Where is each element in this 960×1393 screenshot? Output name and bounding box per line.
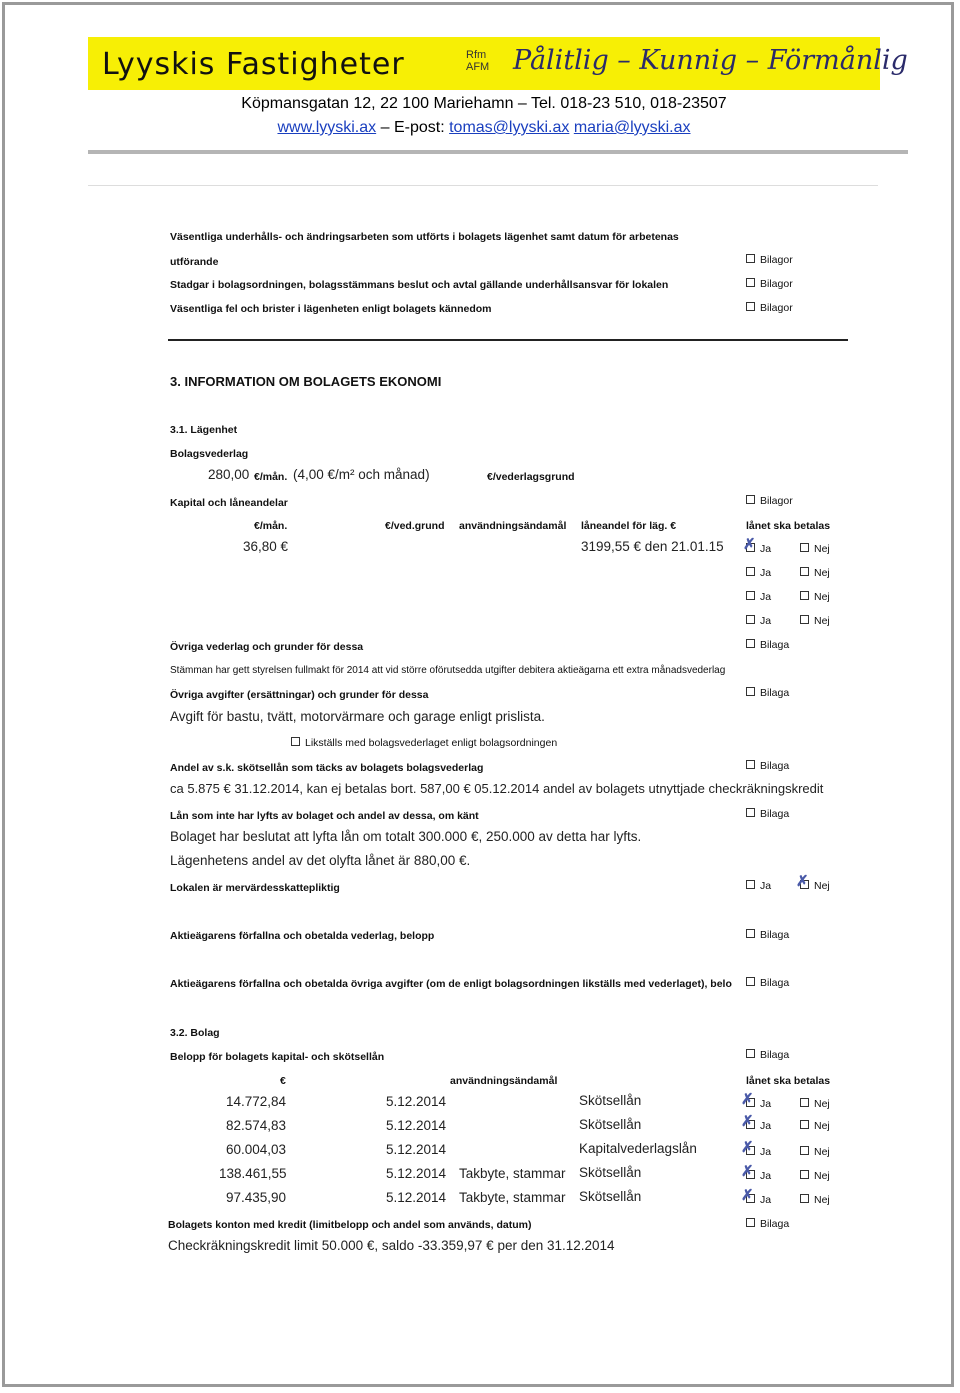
x-check-mark: ✗ [796, 873, 809, 890]
loan-date: 5.12.2014 [386, 1190, 447, 1205]
loan-nej-checkbox[interactable]: Nej [800, 1170, 830, 1182]
loan-nej-checkbox[interactable]: Nej [800, 1146, 830, 1158]
loan-amount: 82.574,83 [226, 1118, 287, 1133]
belopp-label: Belopp för bolagets kapital- och skötsellån [170, 1051, 385, 1063]
col-per-month: €/mån. [254, 520, 288, 532]
email-link-1[interactable]: tomas@lyyski.ax [449, 119, 570, 136]
bilagor-checkbox-2[interactable]: Bilagor [746, 278, 793, 290]
slogan: Pålitlig – Kunnig – Förmånlig [513, 45, 908, 76]
col-loan-share: låneandel för läg. € [581, 520, 677, 532]
bilagor-checkbox-1[interactable]: Bilagor [746, 254, 793, 266]
moms-ja-checkbox[interactable]: Ja [746, 880, 771, 892]
likstalls-checkbox[interactable]: Likställs med bolagsvederlaget enligt bolagsordningen [291, 737, 557, 749]
andel-label: Andel av s.k. skötsellån som täcks av bolagets bolagsvederlag [170, 762, 484, 774]
x-check-mark: ✗ [741, 1113, 754, 1130]
nej-checkbox-2[interactable]: Nej [800, 567, 830, 579]
intro-line-3: Stadgar i bolagsordningen, bolagsstämmans beslut och avtal gällande underhållsansvar för lokalen [170, 279, 669, 291]
kapital-value: 36,80 € [243, 539, 289, 554]
andel-value: ca 5.875 € 31.12.2014, kan ej betalas bort. 587,00 € 05.12.2014 andel av bolagets utnyttjade checkräkningskredit [170, 781, 824, 796]
loan-note: Takbyte, stammar [459, 1190, 566, 1205]
loan-amount: 97.435,90 [226, 1190, 287, 1205]
loan-nej-checkbox[interactable]: Nej [800, 1120, 830, 1132]
avgift-value: Avgift för bastu, tvätt, motorvärmare och garage enligt prislista. [170, 709, 545, 724]
vederlag-value: 280,00 [208, 467, 250, 482]
per-month-unit: €/mån. [254, 471, 288, 483]
ja-checkbox-1[interactable]: Ja [746, 543, 771, 555]
loan-type: Skötsellån [579, 1093, 642, 1108]
loan-ja-checkbox[interactable]: Ja [746, 1194, 771, 1206]
loan-type: Skötsellån [579, 1189, 642, 1204]
forfallna-vederlag-bilaga[interactable]: Bilaga [746, 929, 789, 941]
belopp-bilaga[interactable]: Bilaga [746, 1049, 789, 1061]
loan-nej-checkbox[interactable]: Nej [800, 1098, 830, 1110]
ovriga-avgifter-bilaga[interactable]: Bilaga [746, 687, 789, 699]
ovriga-vederlag-label: Övriga vederlag och grunder för dessa [170, 641, 364, 653]
company-logo: Lyyskis Fastigheter [102, 47, 405, 82]
web-link[interactable]: www.lyyski.ax [277, 119, 377, 136]
kapital-bilagor-checkbox[interactable]: Bilagor [746, 495, 793, 507]
kapital-label: Kapital och låneandelar [170, 497, 288, 509]
section-divider [168, 339, 848, 341]
intro-line-1: Väsentliga underhålls- och ändringsarbeten som utförts i bolagets lägenhet samt datum för arbetenas [170, 231, 679, 243]
loan-amount: 14.772,84 [226, 1094, 287, 1109]
loan-amount: 60.004,03 [226, 1142, 287, 1157]
x-check-mark: ✗ [741, 1139, 754, 1156]
loan-share-value: 3199,55 € den 21.01.15 [581, 539, 724, 554]
loan-date: 5.12.2014 [386, 1094, 447, 1109]
contact-line [88, 119, 880, 137]
ja-checkbox-4[interactable]: Ja [746, 615, 771, 627]
section-3-1-title: 3.1. Lägenhet [170, 424, 238, 436]
col-loan-payable: lånet ska betalas [746, 520, 831, 532]
loan-ja-checkbox[interactable]: Ja [746, 1120, 771, 1132]
col-usage: användningsändamål [459, 520, 567, 532]
section-3-title: 3. INFORMATION OM BOLAGETS EKONOMI [170, 374, 442, 389]
loan-type: Skötsellån [579, 1117, 642, 1132]
loan-ja-checkbox[interactable]: Ja [746, 1170, 771, 1182]
vederlagsgrund-label: €/vederlagsgrund [487, 471, 575, 483]
ja-checkbox-3[interactable]: Ja [746, 591, 771, 603]
letterhead-banner [88, 37, 908, 90]
bolagsvederlag-label: Bolagsvederlag [170, 448, 249, 460]
email-label: – E-post: [380, 119, 445, 136]
loan-date: 5.12.2014 [386, 1118, 447, 1133]
loan-date: 5.12.2014 [386, 1166, 447, 1181]
loan-type: Skötsellån [579, 1165, 642, 1180]
konton-value: Checkräkningskredit limit 50.000 €, saldo -33.359,97 € per den 31.12.2014 [168, 1238, 615, 1253]
bilagor-checkbox-3[interactable]: Bilagor [746, 302, 793, 314]
email-link-2[interactable]: maria@lyyski.ax [573, 119, 691, 136]
loan-ja-checkbox[interactable]: Ja [746, 1146, 771, 1158]
lan-bilaga[interactable]: Bilaga [746, 808, 789, 820]
konton-bilaga[interactable]: Bilaga [746, 1218, 789, 1230]
loan-nej-checkbox[interactable]: Nej [800, 1194, 830, 1206]
konton-label: Bolagets konton med kredit (limitbelopp och andel som används, datum) [168, 1219, 532, 1231]
nej-checkbox-1[interactable]: Nej [800, 543, 830, 555]
stamman-text: Stämman har gett styrelsen fullmakt för 2014 att vid större oförutsedda utgifter debitera aktieägarna ett extra månadsvederlag [170, 665, 726, 676]
logo-rfm: Rfm AFM [466, 49, 490, 73]
x-check-mark: ✗ [741, 1187, 754, 1204]
andel-bilaga[interactable]: Bilaga [746, 760, 789, 772]
forfallna-vederlag-label: Aktieägarens förfallna och obetalda vederlag, belopp [170, 930, 435, 942]
ja-checkbox-2[interactable]: Ja [746, 567, 771, 579]
col-loan-payable-2: lånet ska betalas [746, 1075, 831, 1087]
loan-amount: 138.461,55 [219, 1166, 287, 1181]
per-m2-value: (4,00 €/m² och månad) [293, 467, 430, 482]
moms-nej-checkbox[interactable]: Nej [800, 880, 830, 892]
lan-label: Lån som inte har lyfts av bolaget och andel av dessa, om känt [170, 810, 479, 822]
intro-line-4: Väsentliga fel och brister i lägenheten enligt bolagets kännedom [170, 303, 492, 315]
address-line: Köpmansgatan 12, 22 100 Mariehamn – Tel. 018-23 510, 018-23507 [241, 95, 727, 112]
ovriga-avgifter-label: Övriga avgifter (ersättningar) och grunder för dessa [170, 689, 429, 701]
moms-label: Lokalen är mervärdesskattepliktig [170, 882, 340, 894]
loan-date: 5.12.2014 [386, 1142, 447, 1157]
loan-note: Takbyte, stammar [459, 1166, 566, 1181]
forfallna-avgifter-label: Aktieägarens förfallna och obetalda övriga avgifter (om de enligt bolagsordningen likställs med vederlaget), belo [170, 978, 732, 990]
lan-value-1: Bolaget har beslutat att lyfta lån om totalt 300.000 €, 250.000 av detta har lyfts. [170, 829, 642, 844]
x-check-mark: ✗ [741, 1091, 754, 1108]
col-per-grund: €/ved.grund [385, 520, 445, 532]
nej-checkbox-4[interactable]: Nej [800, 615, 830, 627]
forfallna-avgifter-bilaga[interactable]: Bilaga [746, 977, 789, 989]
ovriga-vederlag-bilaga[interactable]: Bilaga [746, 639, 789, 651]
section-3-2-title: 3.2. Bolag [170, 1027, 220, 1039]
nej-checkbox-3[interactable]: Nej [800, 591, 830, 603]
col-usage-2: användningsändamål [450, 1075, 558, 1087]
lan-value-2: Lägenhetens andel av det olyfta lånet är 880,00 €. [170, 853, 471, 868]
intro-line-2: utförande [170, 256, 219, 268]
loan-type: Kapitalvederlagslån [579, 1141, 697, 1156]
x-check-mark: ✗ [743, 536, 756, 553]
x-check-mark: ✗ [741, 1163, 754, 1180]
header-divider [88, 150, 908, 154]
loan-ja-checkbox[interactable]: Ja [746, 1098, 771, 1110]
col-euro: € [280, 1075, 286, 1087]
scan-edge-line [88, 185, 878, 186]
